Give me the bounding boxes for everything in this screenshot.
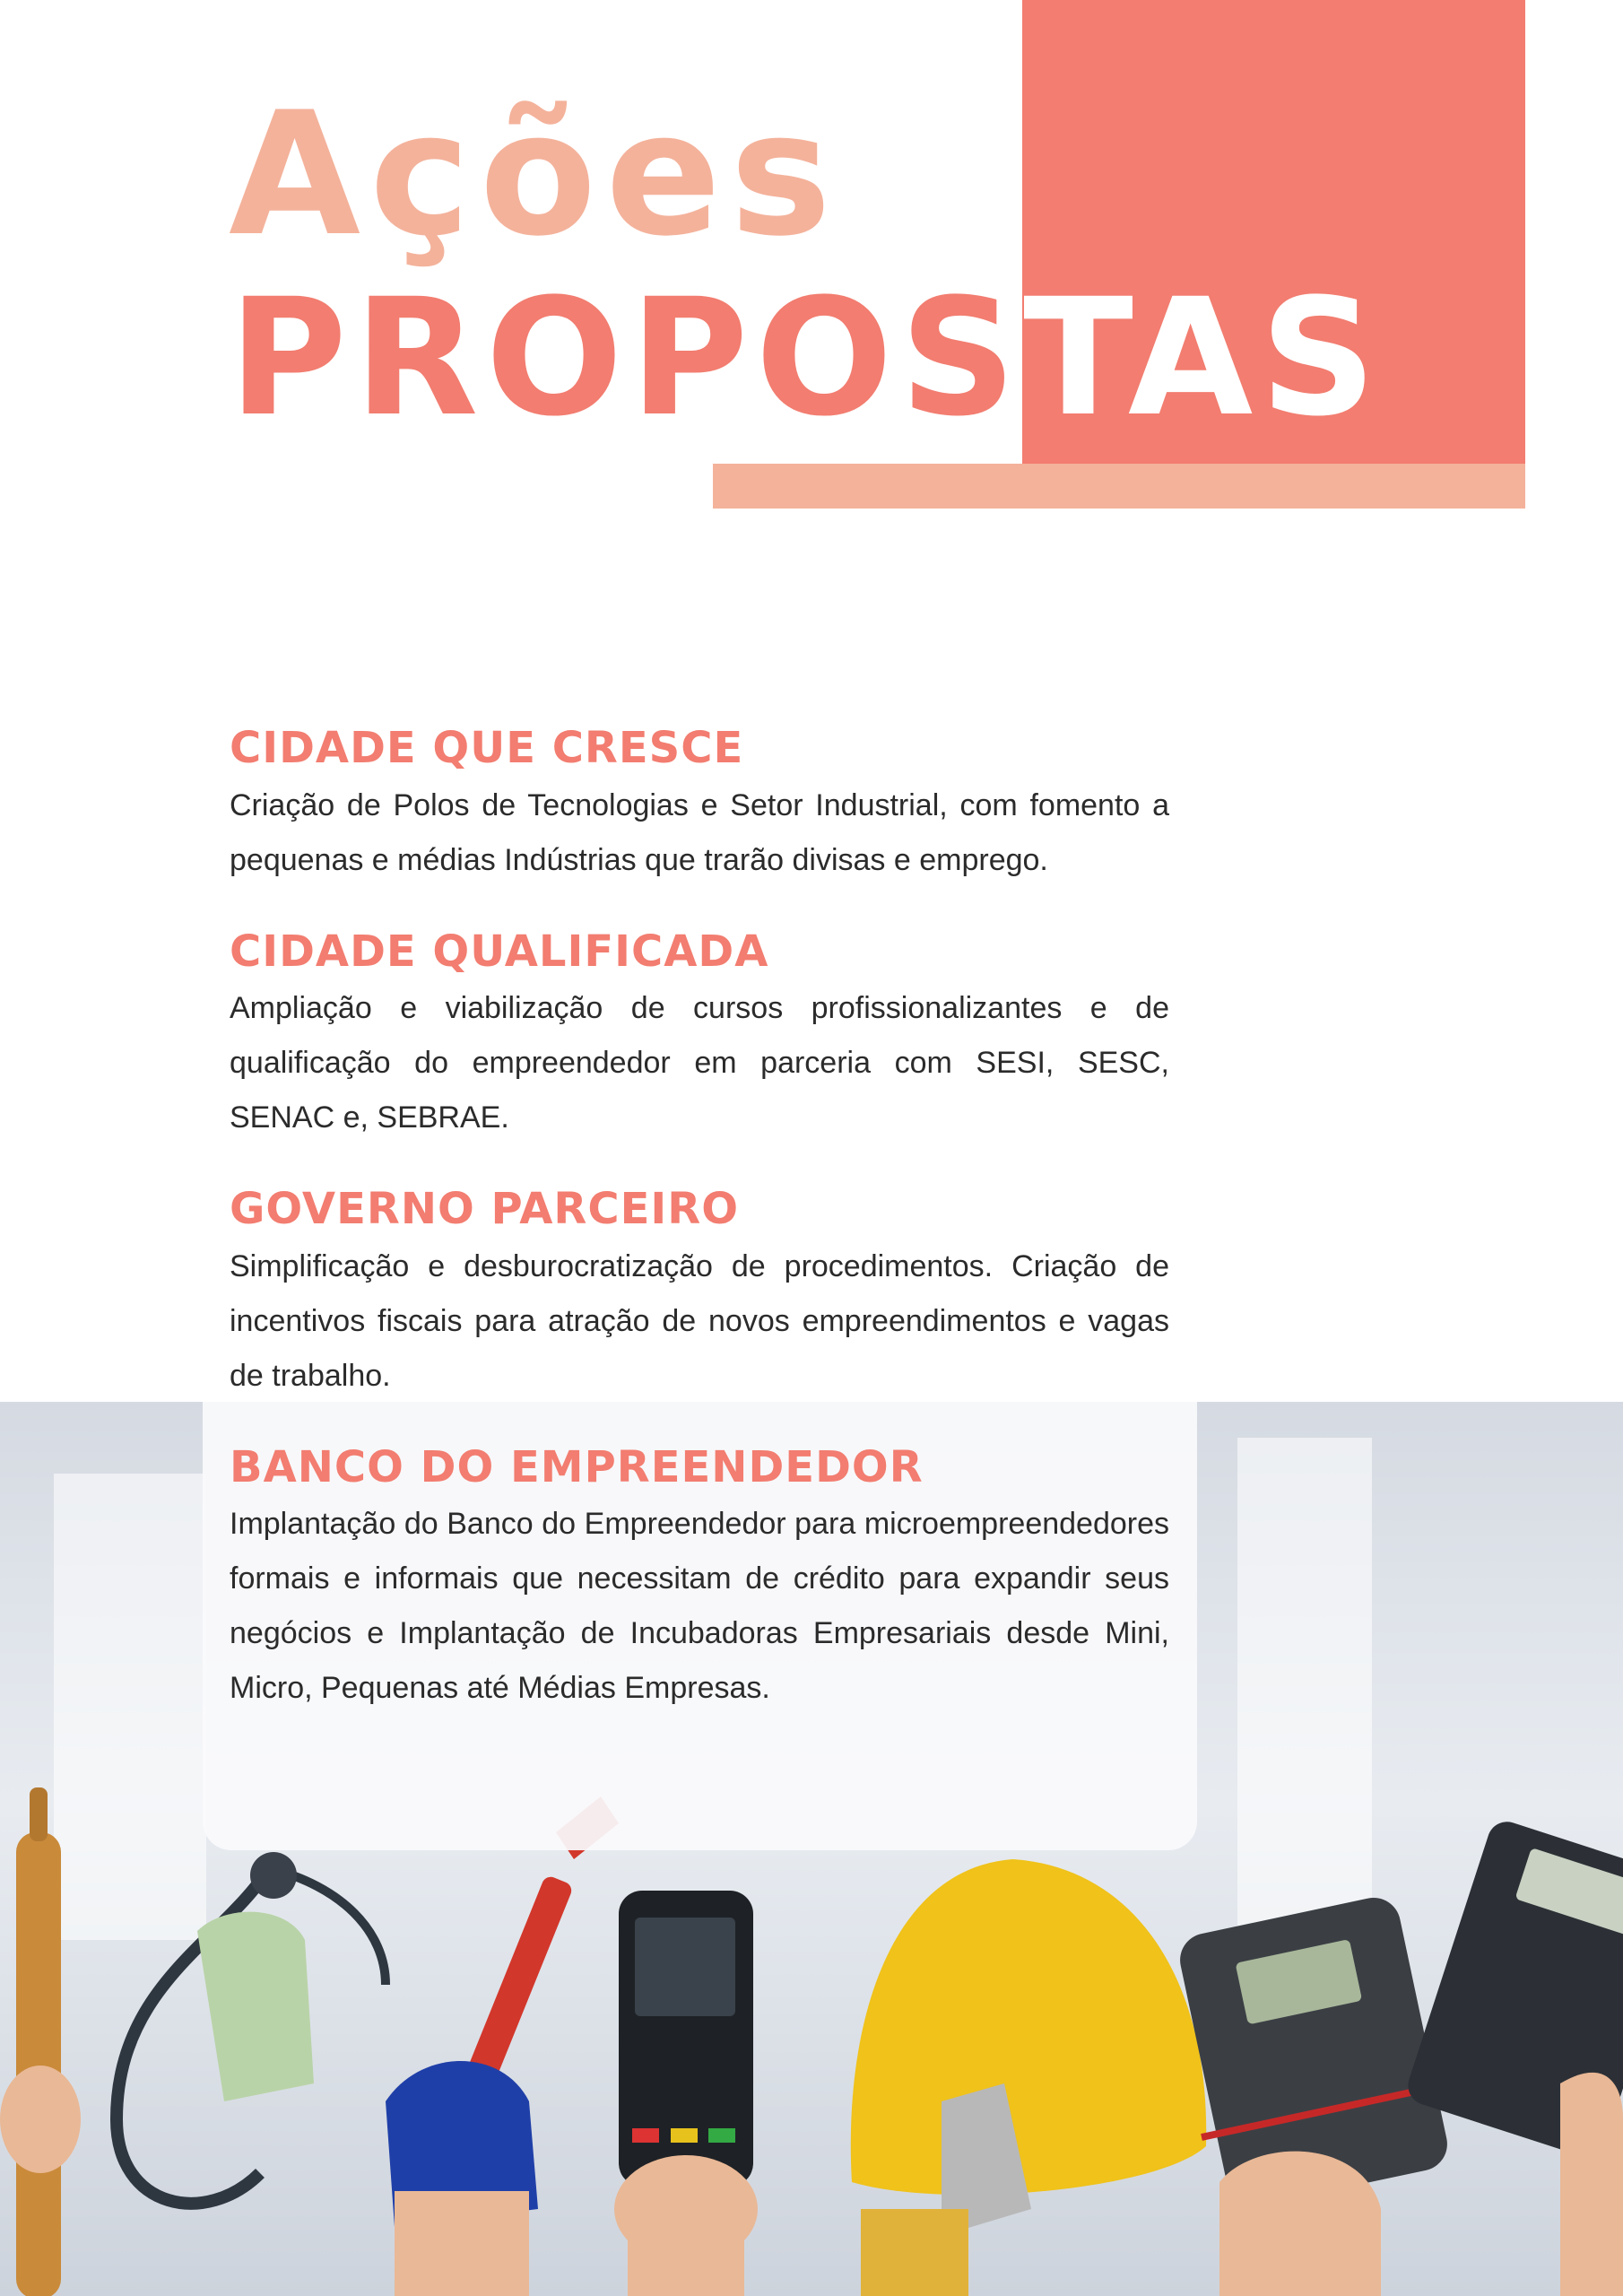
hard-hat-icon <box>851 1859 1206 2296</box>
section-heading: GOVERNO PARCEIRO <box>230 1184 740 1235</box>
section-heading: CIDADE QUALIFICADA <box>230 926 769 977</box>
proposal-section <box>230 926 1169 1146</box>
title-line-2-part-2: TAS <box>1023 265 1384 452</box>
wrench-icon <box>386 1796 619 2296</box>
section-body: Simplificação e desburocratização de procedimentos. Criação de incentivos fiscais para atração de novos empreendimentos e vagas de trabalho. <box>230 1248 1169 1393</box>
section-heading: BANCO DO EMPREENDEDOR <box>230 1441 924 1492</box>
section-body: Implantação do Banco do Empreendedor para microempreendedores formais e informais que necessitam de crédito para expandir seus negócios e Implantação de Incubadoras Empresariais desde Mini, Micro, Pequenas até Médias Empresas. <box>230 1507 1169 1706</box>
section-heading: CIDADE QUE CRESCE <box>230 723 744 773</box>
card-machine-icon <box>614 1891 758 2296</box>
section-body: Ampliação e viabilização de cursos profissionalizantes e de qualificação do empreendedor em parceria com SESI, SESC, SENAC e, SEBRAE. <box>230 991 1169 1135</box>
calculator-icon <box>1403 1817 1623 2296</box>
rolling-pin-icon <box>0 1787 81 2296</box>
proposal-section <box>230 1441 1169 1717</box>
stethoscope-icon <box>117 1852 386 2204</box>
title-line-2-part-1: PROPOS <box>229 265 1024 452</box>
title-line-2 <box>229 265 1384 452</box>
proposals-list <box>230 722 1169 1753</box>
proposal-section <box>230 1183 1169 1404</box>
proposal-section <box>230 722 1169 888</box>
section-body: Criação de Polos de Tecnologias e Setor Industrial, com fomento a pequenas e médias Indústrias que trarão divisas e emprego. <box>230 787 1169 877</box>
peach-decor-bar <box>713 464 1525 509</box>
title-line-1: Ações <box>229 75 841 274</box>
